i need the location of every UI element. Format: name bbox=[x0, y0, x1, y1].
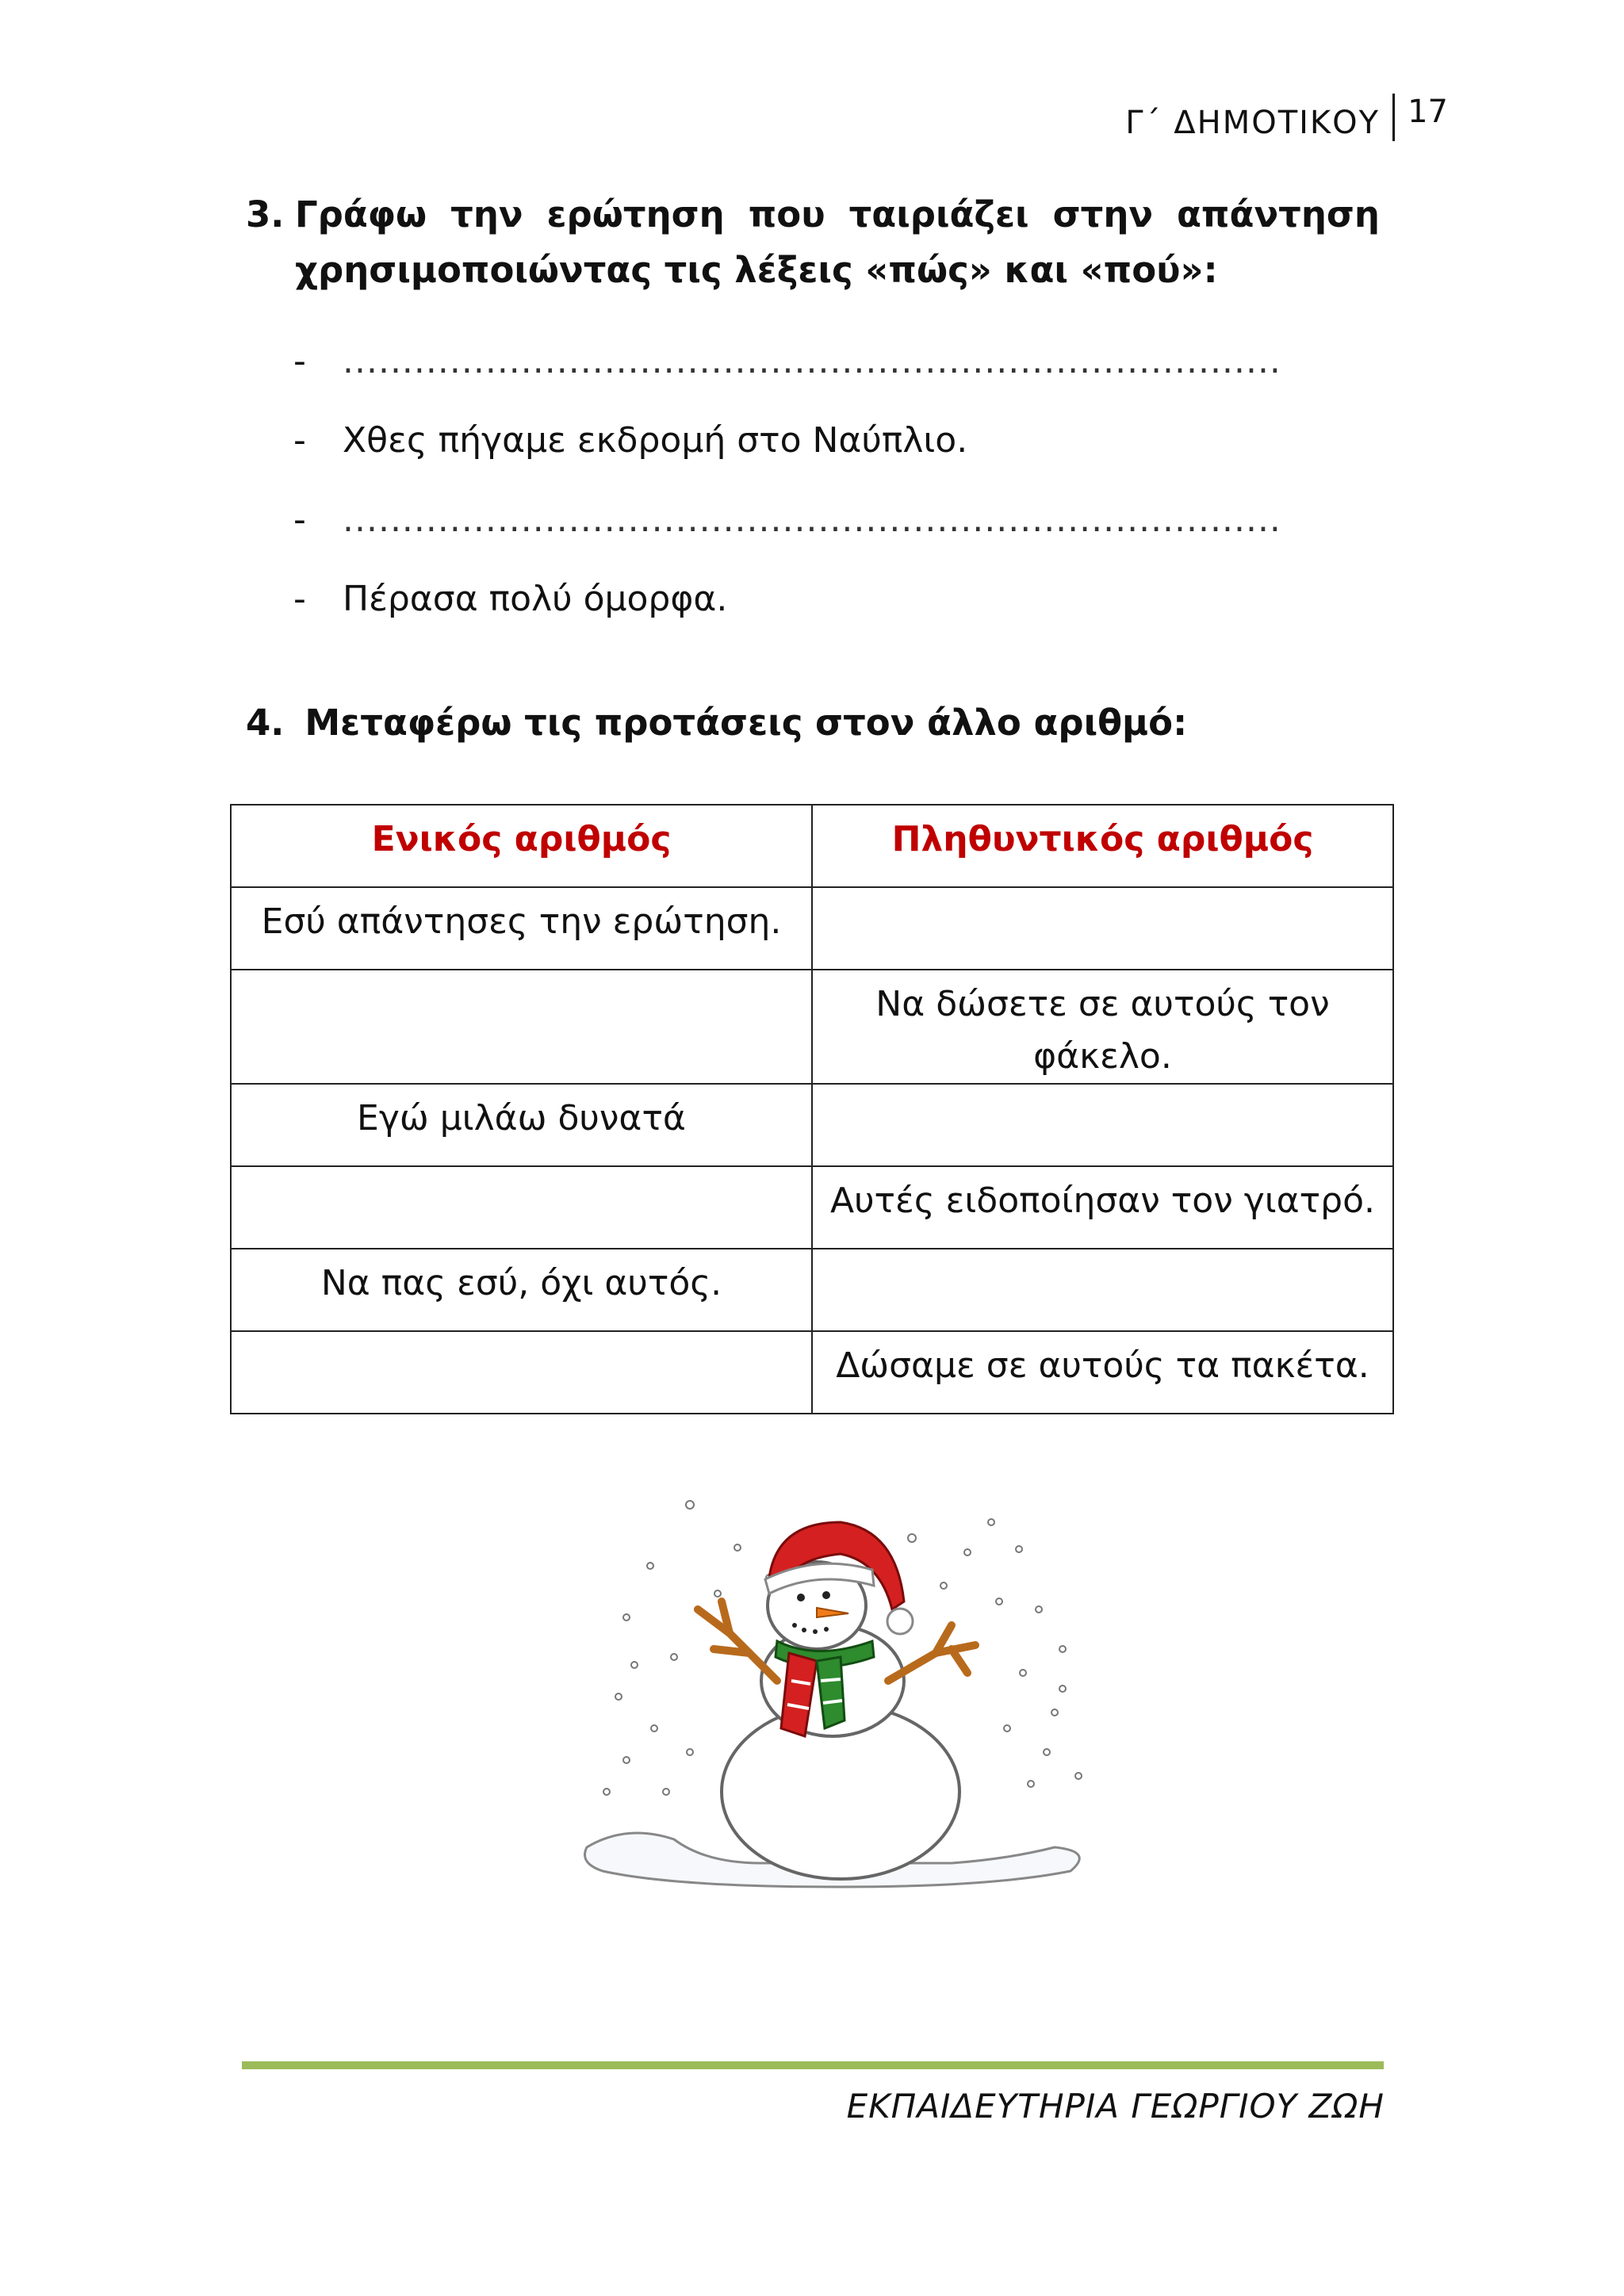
plural-cell[interactable] bbox=[812, 1249, 1393, 1331]
snowman-icon bbox=[579, 1490, 1102, 1934]
question-3 bbox=[246, 187, 1380, 298]
footer-rule bbox=[242, 2061, 1384, 2069]
class-label: Γ΄ ΔΗΜΟΤΙΚΟΥ bbox=[1125, 105, 1381, 141]
singular-cell[interactable] bbox=[231, 970, 812, 1084]
plural-cell: Δώσαμε σε αυτούς τα πακέτα. bbox=[812, 1331, 1393, 1414]
q3-word: ταιριάζει bbox=[848, 193, 1029, 235]
answer-blank[interactable]: ............................................................................... bbox=[343, 499, 1281, 540]
answer-dash: - bbox=[293, 420, 306, 461]
table-row bbox=[231, 1084, 1393, 1166]
answer-dash: - bbox=[293, 341, 306, 381]
q3-word: στην bbox=[1052, 193, 1154, 235]
answer-dash: - bbox=[293, 579, 306, 619]
question-4-number: 4. bbox=[246, 702, 285, 744]
table-row bbox=[231, 1249, 1393, 1331]
answer-text: Χθες πήγαμε εκδρομή στο Ναύπλιο. bbox=[343, 420, 968, 461]
table-row bbox=[231, 1331, 1393, 1414]
table-row bbox=[231, 1166, 1393, 1249]
answer-blank[interactable]: ............................................................................... bbox=[343, 341, 1281, 381]
singular-cell[interactable] bbox=[231, 1331, 812, 1414]
header-plural: Πληθυντικός αριθμός bbox=[812, 805, 1393, 887]
plural-cell[interactable] bbox=[812, 1084, 1393, 1166]
table-header-row bbox=[231, 805, 1393, 887]
question-3-line-1 bbox=[295, 187, 1380, 243]
page-number: 17 bbox=[1408, 94, 1448, 130]
footer-text: ΕΚΠΑΙΔΕΥΤΗΡΙΑ ΓΕΩΡΓΙΟΥ ΖΩΗ bbox=[846, 2087, 1385, 2126]
plural-cell: Να δώσετε σε αυτούς τον φάκελο. bbox=[812, 970, 1393, 1084]
table-row bbox=[231, 887, 1393, 970]
singular-cell: Εγώ μιλάω δυνατά bbox=[231, 1084, 812, 1166]
singular-cell: Να πας εσύ, όχι αυτός. bbox=[231, 1249, 812, 1331]
q3-word: απάντηση bbox=[1177, 193, 1380, 235]
q3-word: Γράφω bbox=[295, 193, 427, 235]
q3-word: ερώτηση bbox=[546, 193, 725, 235]
header-singular: Ενικός αριθμός bbox=[231, 805, 812, 887]
plural-cell[interactable] bbox=[812, 887, 1393, 970]
answer-dash: - bbox=[293, 499, 306, 540]
page-header bbox=[1125, 94, 1448, 141]
plural-cell: Αυτές ειδοποίησαν τον γιατρό. bbox=[812, 1166, 1393, 1249]
singular-cell: Εσύ απάντησες την ερώτηση. bbox=[231, 887, 812, 970]
question-3-number: 3. bbox=[246, 193, 285, 235]
q3-word: την bbox=[450, 193, 523, 235]
number-conversion-table bbox=[230, 804, 1394, 1414]
question-4-title: Μεταφέρω τις προτάσεις στον άλλο αριθμό: bbox=[304, 702, 1188, 744]
answer-text: Πέρασα πολύ όμορφα. bbox=[343, 579, 728, 619]
question-4 bbox=[246, 702, 1187, 744]
q3-word: που bbox=[748, 193, 825, 235]
singular-cell[interactable] bbox=[231, 1166, 812, 1249]
table-row bbox=[231, 970, 1393, 1084]
question-3-line-2: χρησιμοποιώντας τις λέξεις «πώς» και «πού»: bbox=[295, 249, 1218, 291]
